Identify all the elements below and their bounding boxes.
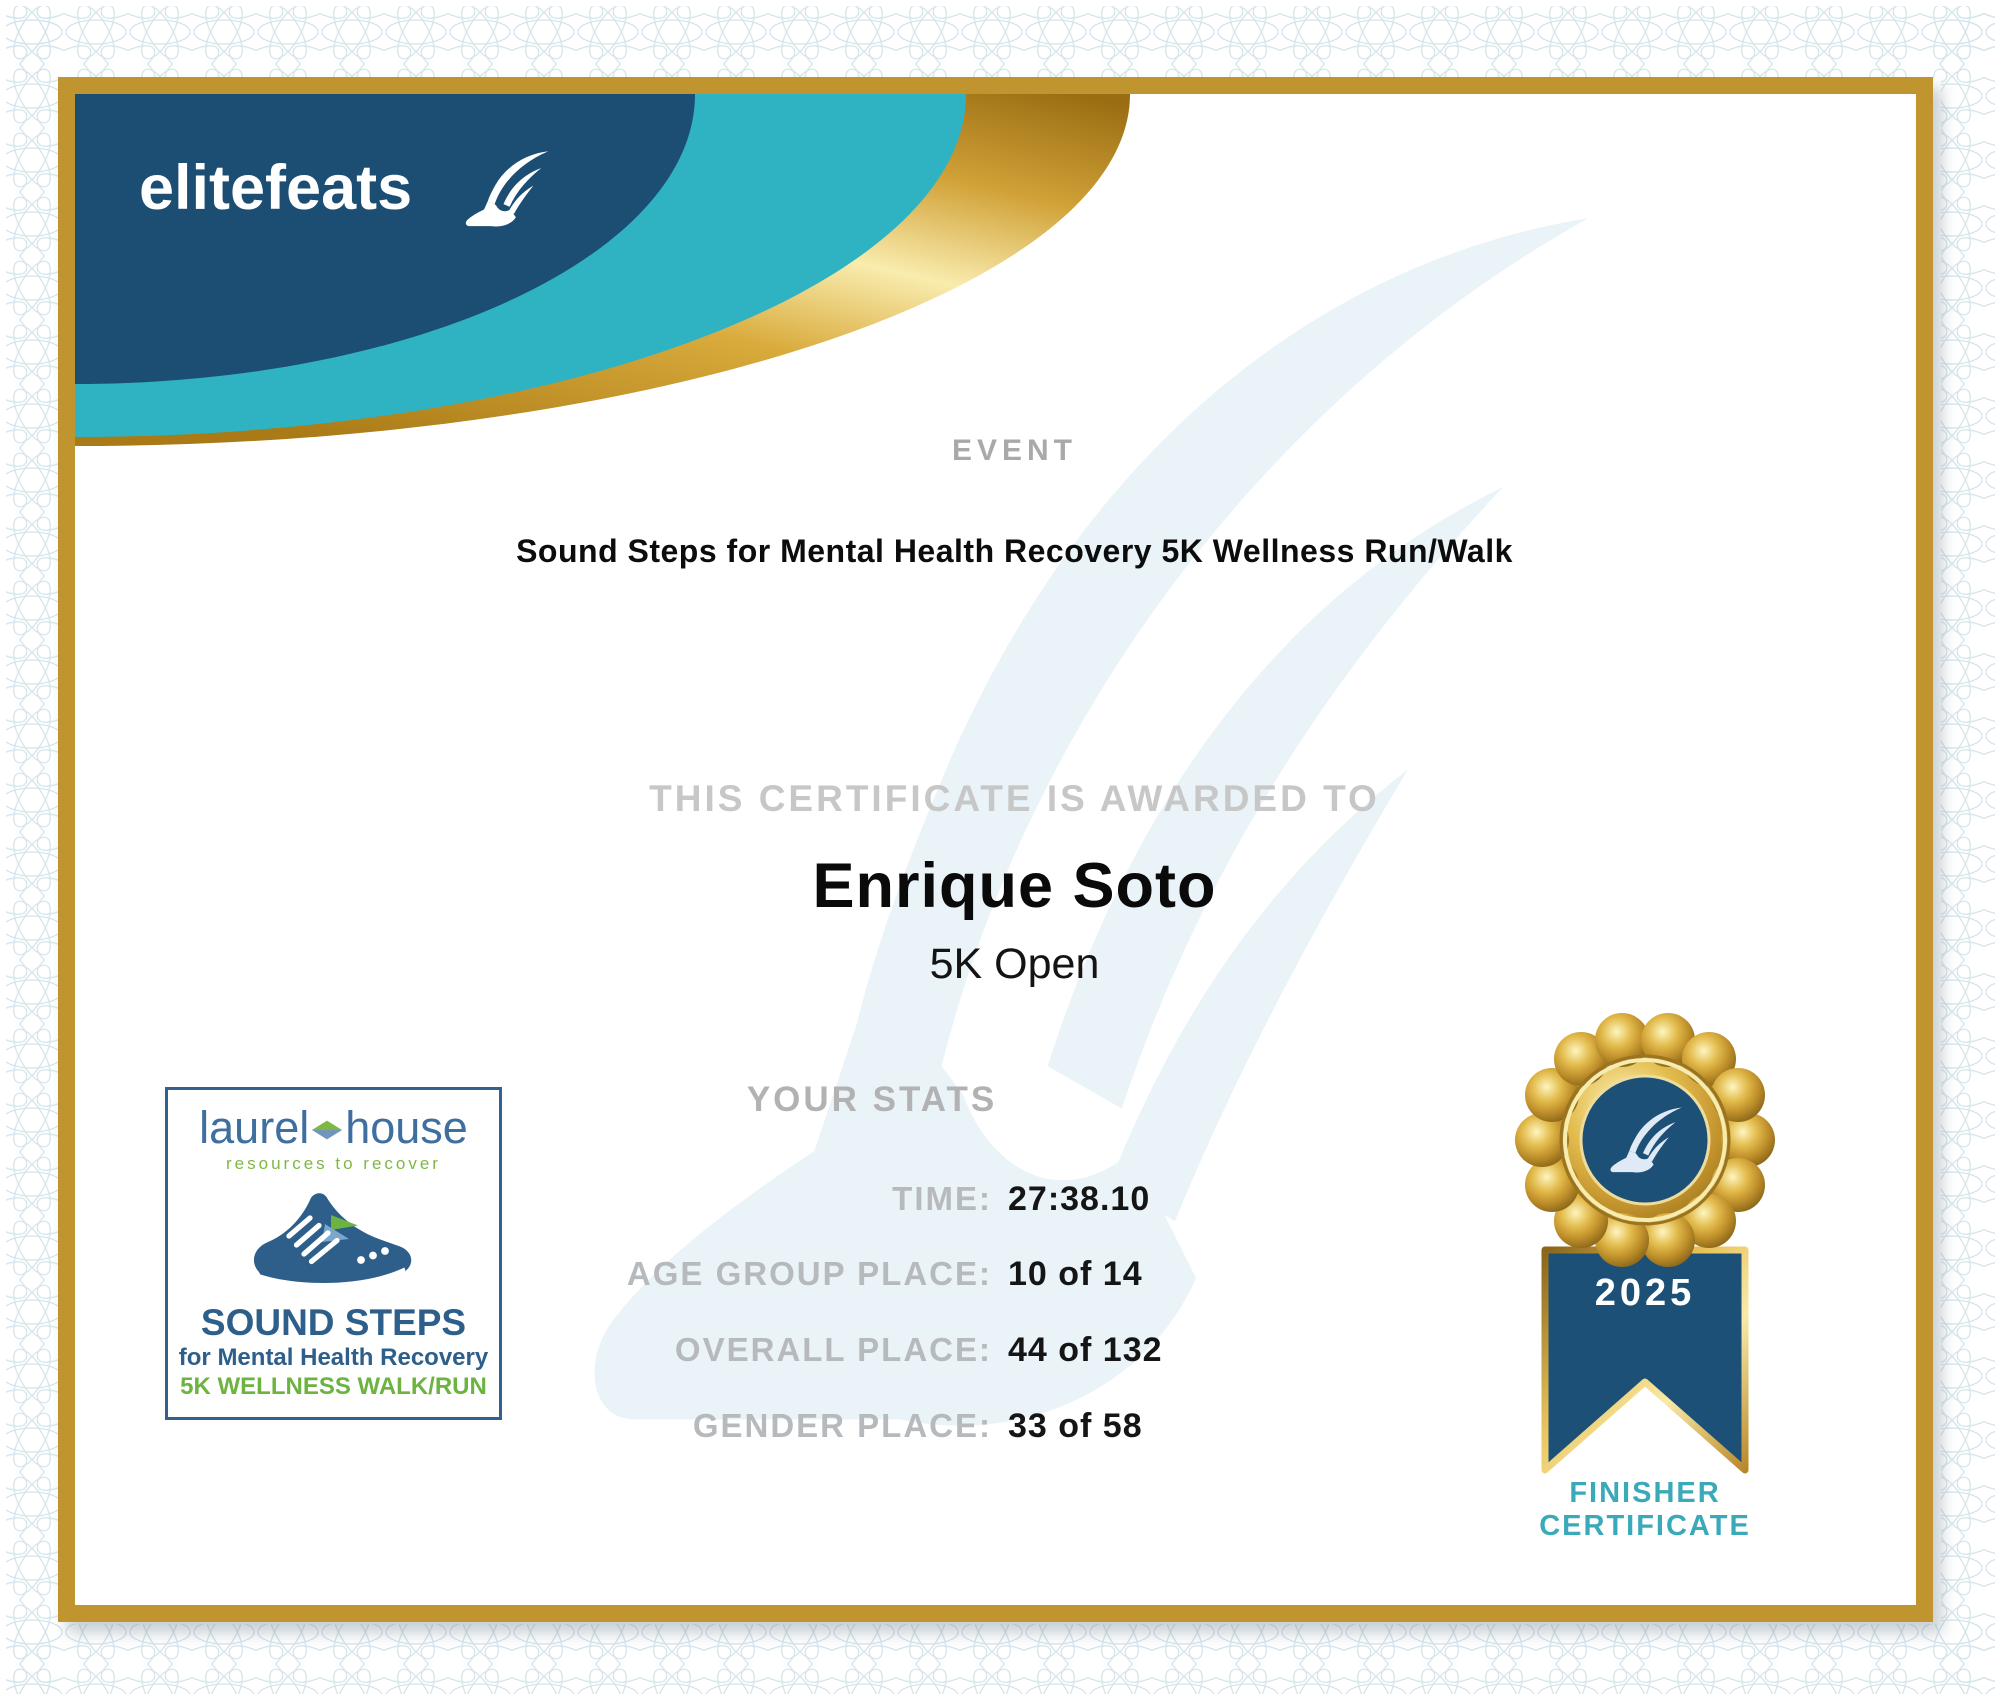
stat-value-time: 27:38.10	[1008, 1180, 1151, 1218]
caption-finisher: FINISHER	[1569, 1477, 1721, 1509]
awarded-to-label: THIS CERTIFICATE IS AWARDED TO	[649, 778, 1380, 819]
stat-value-age-group-place: 10 of 14	[1008, 1255, 1143, 1293]
event-title: Sound Steps for Mental Health Recovery 5K Wellness Run/Walk	[516, 533, 1513, 569]
caption-certificate: CERTIFICATE	[1539, 1510, 1751, 1542]
stat-label-time: TIME:	[892, 1180, 992, 1217]
recipient-name: Enrique Soto	[812, 851, 1217, 921]
medal-year: 2025	[1594, 1272, 1696, 1314]
sponsor-event-line1: SOUND STEPS	[200, 1302, 467, 1343]
stat-label-age-group-place: AGE GROUP PLACE:	[626, 1255, 992, 1292]
finisher-certificate-caption	[1405, 1477, 1885, 1543]
certificate-body	[75, 94, 1916, 1605]
sponsor-logo-box	[165, 1087, 502, 1420]
elitefeats-winged-foot-icon	[463, 134, 551, 246]
sponsor-tagline: resources to recover	[226, 1154, 441, 1173]
your-stats-heading: YOUR STATS	[746, 1080, 998, 1119]
sponsor-event-line3: 5K WELLNESS WALK/RUN	[180, 1373, 487, 1400]
wordmark-house: house	[345, 1102, 468, 1153]
wordmark-laurel: laurel	[199, 1102, 310, 1153]
laurel-house-diamond-icon	[311, 1117, 343, 1143]
finisher-medal	[1500, 1010, 1790, 1480]
stat-value-overall-place: 44 of 132	[1008, 1331, 1163, 1369]
stat-value-gender-place: 33 of 58	[1008, 1407, 1143, 1445]
stat-label-overall-place: OVERALL PLACE:	[674, 1331, 992, 1368]
sponsor-event-line2: for Mental Health Recovery	[178, 1344, 489, 1371]
race-division: 5K Open	[929, 940, 1100, 988]
sneaker-icon	[244, 1178, 424, 1300]
event-label: EVENT	[951, 434, 1078, 467]
stat-label-gender-place: GENDER PLACE:	[692, 1407, 992, 1444]
elitefeats-logo-text: elitefeats	[139, 153, 413, 223]
laurel-house-wordmark	[199, 1104, 468, 1152]
